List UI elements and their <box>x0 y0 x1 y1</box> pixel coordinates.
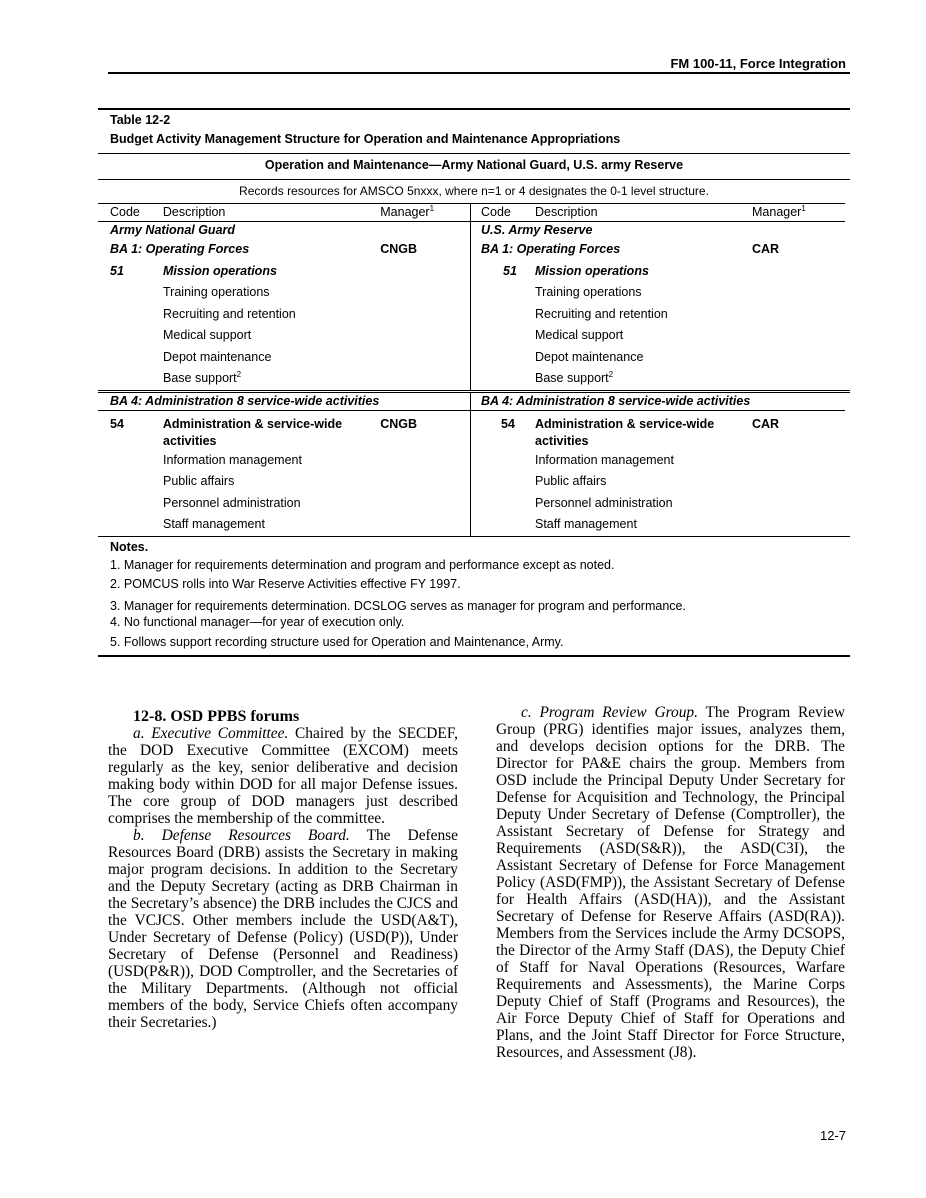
ba4-label: BA 4: Administration 8 service-wide activities <box>481 393 751 408</box>
code-51: 51 <box>110 263 124 278</box>
table-row: Medical support <box>163 328 252 342</box>
note-item: 2. POMCUS rolls into War Reserve Activities effective FY 1997. <box>110 577 461 591</box>
table-records-note: Records resources for AMSCO 5nxxx, where n=1 or 4 designates the 0-1 level structure. <box>239 184 709 198</box>
ba1-manager: CNGB <box>380 242 418 256</box>
table-section-title: Operation and Maintenance—Army National Guard, U.S. army Reserve <box>264 158 684 172</box>
paragraph-c: c. Program Review Group. The Program Review Group (PRG) identifies major issues, analyzes them, and develops decision options for the DRB. The Director for PA&E chairs the group. Members from OSD include the Principal Deputy Under Secretary for Defense for Acquisition and Technology, the Principal Deputy Under Secretary of Defense (Comptroller), the Assistant Secretary of Defense for Strategy and Requirements (ASD(S&R)), the ASD(C3I), the Assistant Secretary of Defense for Force Management Policy (ASD(FMP)), the Assistant Secretary of Defense for Health Affairs (ASD(HA)), and the Assistant Secretary of Defense for Reserve Affairs (ASD(RA)). Members from the Services include the Army DCSOPS, the Director of the Army Staff (DAS), the Deputy Chief of Staff for Naval Operations (Resources, Warfare Requirements and Assessments), the Marine Corps Deputy Chief of Staff (Programs and Resources), the Air Force Deputy Chief of Staff for Operations and Plans, and the Joint Staff Director for Force Structure, Resources, and Assessment (J8). <box>496 704 845 1061</box>
code-54: 54 <box>110 416 124 431</box>
header-description: Description <box>162 205 226 219</box>
table-row: Recruiting and retention <box>163 306 296 321</box>
notes-heading: Notes. <box>110 539 149 554</box>
table-upper-section <box>98 203 850 390</box>
component-name: U.S. Army Reserve <box>481 223 593 237</box>
table-row: Depot maintenance <box>535 349 644 364</box>
body-column-right <box>496 704 845 1061</box>
admin-activities: Administration & service-wide <box>162 416 343 431</box>
budget-table <box>98 108 850 657</box>
ba4-manager: CNGB <box>380 416 418 431</box>
mission-operations: Mission operations <box>535 263 649 278</box>
table-row: Training operations <box>535 285 642 299</box>
page-number: 12-7 <box>819 1128 846 1143</box>
ba1-manager: CAR <box>752 242 780 256</box>
column-army-reserve <box>471 393 845 536</box>
table-row: Depot maintenance <box>163 349 272 364</box>
header-description: Description <box>535 205 598 219</box>
running-header: FM 100-11, Force Integration <box>670 56 846 71</box>
admin-activities-cont: activities <box>535 433 589 448</box>
table-row: Base support$^2$ <box>535 370 614 385</box>
column-army-national-guard <box>98 203 471 390</box>
header-manager: Manager$^1$ <box>380 204 435 219</box>
column-header <box>98 203 470 222</box>
table-row: Personnel administration <box>163 495 301 510</box>
mission-operations: Mission operations <box>163 263 277 278</box>
table-row: Base support$^2$ <box>163 370 242 385</box>
table-number: Table 12-2 <box>110 113 171 127</box>
code-51: 51 <box>503 263 517 278</box>
table-row: Information management <box>535 452 674 467</box>
table-row: Training operations <box>163 285 270 299</box>
table-row: Staff management <box>535 517 637 531</box>
table-row: Medical support <box>535 328 624 342</box>
note-item: 1. Manager for requirements determination and program and performance except as noted. <box>110 557 615 572</box>
ba4-label: BA 4: Administration 8 service-wide activities <box>110 393 380 408</box>
admin-activities: Administration & service-wide <box>535 416 715 431</box>
note-item: 4. No functional manager—for year of execution only. <box>110 614 405 629</box>
header-code: Code <box>110 205 140 219</box>
table-row: Staff management <box>163 517 265 531</box>
ba4-manager: CAR <box>752 416 780 431</box>
column-army-national-guard <box>98 393 471 536</box>
code-54: 54 <box>501 416 515 431</box>
header-rule <box>108 72 850 74</box>
header-code: Code <box>481 205 511 219</box>
table-lower-section <box>98 393 850 536</box>
table-notes <box>98 537 850 653</box>
section-heading: 12-8. OSD PPBS forums <box>133 708 300 725</box>
table-row: Information management <box>163 452 302 467</box>
component-name: Army National Guard <box>110 223 236 237</box>
table-row: Personnel administration <box>535 495 673 510</box>
note-item: 5. Follows support recording structure used for Operation and Maintenance, Army. <box>110 634 564 649</box>
table-row: Public affairs <box>535 474 607 488</box>
paragraph-a: a. Executive Committee. Chaired by the SECDEF, the DOD Executive Committee (EXCOM) meets regularly as the key, senior deliberative and decision making body within DOD for all major Defense issues. The core group of DOD managers just described comprises the membership of the committee. <box>108 725 458 827</box>
body-column-left <box>108 708 458 1031</box>
table-row: Recruiting and retention <box>535 306 668 321</box>
ba1-label: BA 1: Operating Forces <box>110 242 250 256</box>
table-title: Budget Activity Management Structure for Operation and Maintenance Appropriations <box>110 132 621 146</box>
column-army-reserve <box>471 203 845 390</box>
admin-activities-cont: activities <box>163 433 217 448</box>
column-header <box>471 203 845 222</box>
table-row: Public affairs <box>163 474 235 488</box>
header-manager: Manager$^1$ <box>752 204 806 219</box>
ba1-label: BA 1: Operating Forces <box>481 242 621 256</box>
paragraph-b: b. Defense Resources Board. The Defense Resources Board (DRB) assists the Secretary in making major program decisions. In addition to the Secretary and the Deputy Secretary (acting as DRB Chairman in the Secretary’s absence) the DRB includes the CJCS and the VCJCS. Other members include the USD(A&T), Under Secretary of Defense (Policy) (USD(P)), Under Secretary of Defense (Personnel and Readiness) (USD(P&R)), DOD Comptroller, and the Secretaries of the Military Departments. (Although not official members of the body, Service Chiefs often accompany their Secretaries.) <box>108 827 459 1031</box>
note-item: 3. Manager for requirements determination. DCSLOG serves as manager for program and performance. <box>110 598 686 613</box>
